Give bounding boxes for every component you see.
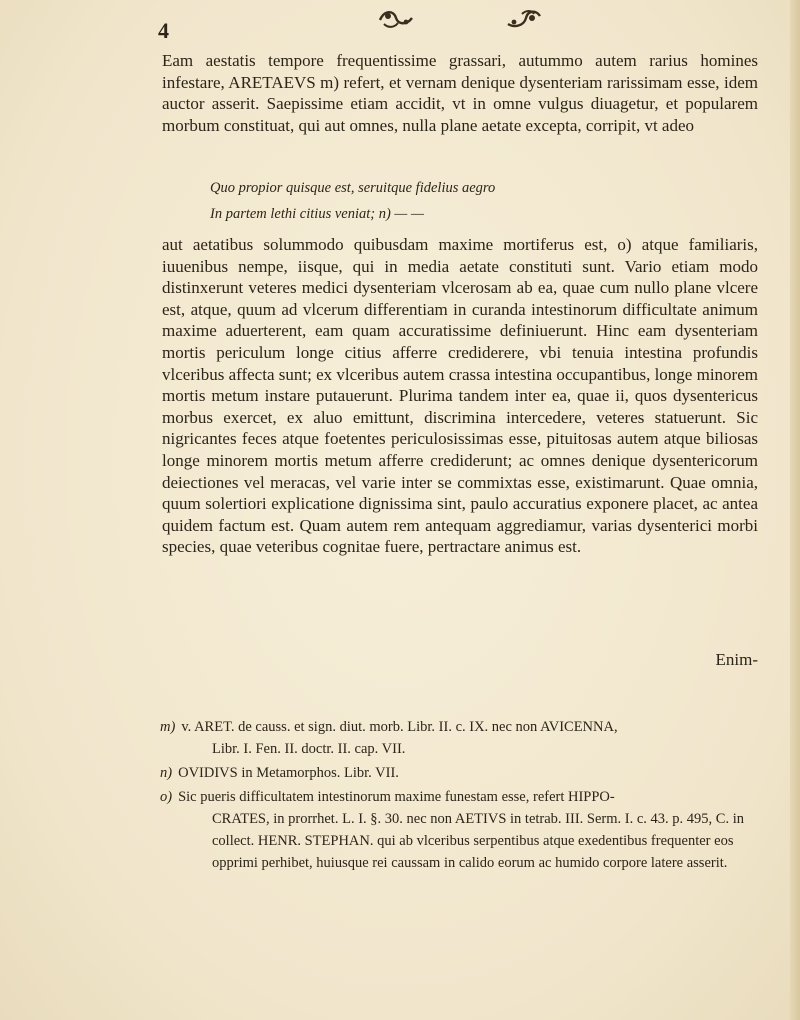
- footnote-o: [160, 786, 766, 874]
- footnote-n: [160, 762, 766, 784]
- paragraph-2: aut aetatibus solummodo quibusdam maxime mortiferus est, o) atque familiaris, iuuenibus nempe, iisque, qui in media aetate constituti sunt. Vario etiam modo distinxerunt veteres medici dysenteriam vlcerosam ab ea, quae cum nullo plane vlcere est, atque, quum ad vlcerum differentiam in curanda intestinorum difficultate animum maxime aduerterent, eam quam accuratissime definiuerunt. Hinc eam dysenteriam mortis periculum longe citius afferre crediderere, vbi tenuia intestina profundis vlceribus affecta sunt; ex vlceribus autem crassa intestina occupantibus, longe minorem mortis metum instare putauerunt. Plurima tandem inter ea, quae ii, quos dysentericus morbus exercet, ex aluo emittunt, discrimina intercedere, veteres statuerunt. Sic nigricantes feces atque foetentes periculosissimas esse, pituitosas autem atque biliosas longe minorem mortis metum afferre crediderunt; ac omnes denique dysentericorum deiectiones vel meracas, vel varie inter se commixtas esse, existimarunt. Quae omnia, quum solertiori explicatione dignissima sint, paulo accuratius exponere placet, ac antea quidem factum est. Quam autem rem antequam aggrediamur, varias dysenterici morbi species, quae veteribus cognitae fuere, pertractare animus est.: [162, 235, 758, 557]
- footnote-mark: o): [160, 789, 173, 805]
- footnote-continuation: CRATES, in prorrhet. L. I. §. 30. nec non AETIVS in tetrab. III. Serm. I. c. 43. p. 495, C. in collect. HENR. STEPHAN. qui ab vlceribus serpentibus atque exedentibus frequenter eos opprimi perhibet, huiusque rei caussam in calido eorum ac humido corpore latere asserit.: [212, 811, 744, 871]
- catchword: Enim-: [715, 650, 758, 669]
- page-number: 4: [158, 18, 169, 43]
- footnote-mark: n): [160, 765, 173, 781]
- printer-ornament-left-icon: [376, 6, 416, 32]
- footnote-mark: m): [160, 719, 176, 735]
- printer-ornament-right-icon: [504, 6, 544, 32]
- footnote-text: Sic pueris difficultatem intestinorum maxime funestam esse, refert HIPPO-: [178, 789, 615, 805]
- footnote-m: [160, 716, 766, 760]
- verse-line-1: Quo propior quisque est, seruitque fidelius aegro: [210, 180, 496, 196]
- verse-line-2: In partem lethi citius veniat; n) — —: [210, 206, 424, 222]
- footnote-text: OVIDIVS in Metamorphos. Libr. VII.: [178, 765, 399, 781]
- footnote-continuation: Libr. I. Fen. II. doctr. II. cap. VII.: [212, 741, 406, 757]
- page-edge: [790, 0, 800, 1020]
- footnote-text: v. ARET. de causs. et sign. diut. morb. Libr. II. c. IX. nec non AVICENNA,: [181, 719, 618, 735]
- paragraph-1: Eam aestatis tempore frequentissime grassari, autummo autem rarius homines infestare, ARETAEVS m) refert, et vernam denique dysenteriam rarissimam esse, idem auctor asserit. Saepissime etiam accidit, vt in omne vulgus diuagetur, et popularem morbum constituat, qui aut omnes, nulla plane aetate excepta, corripit, vt adeo: [162, 51, 758, 135]
- footnotes: [160, 716, 766, 876]
